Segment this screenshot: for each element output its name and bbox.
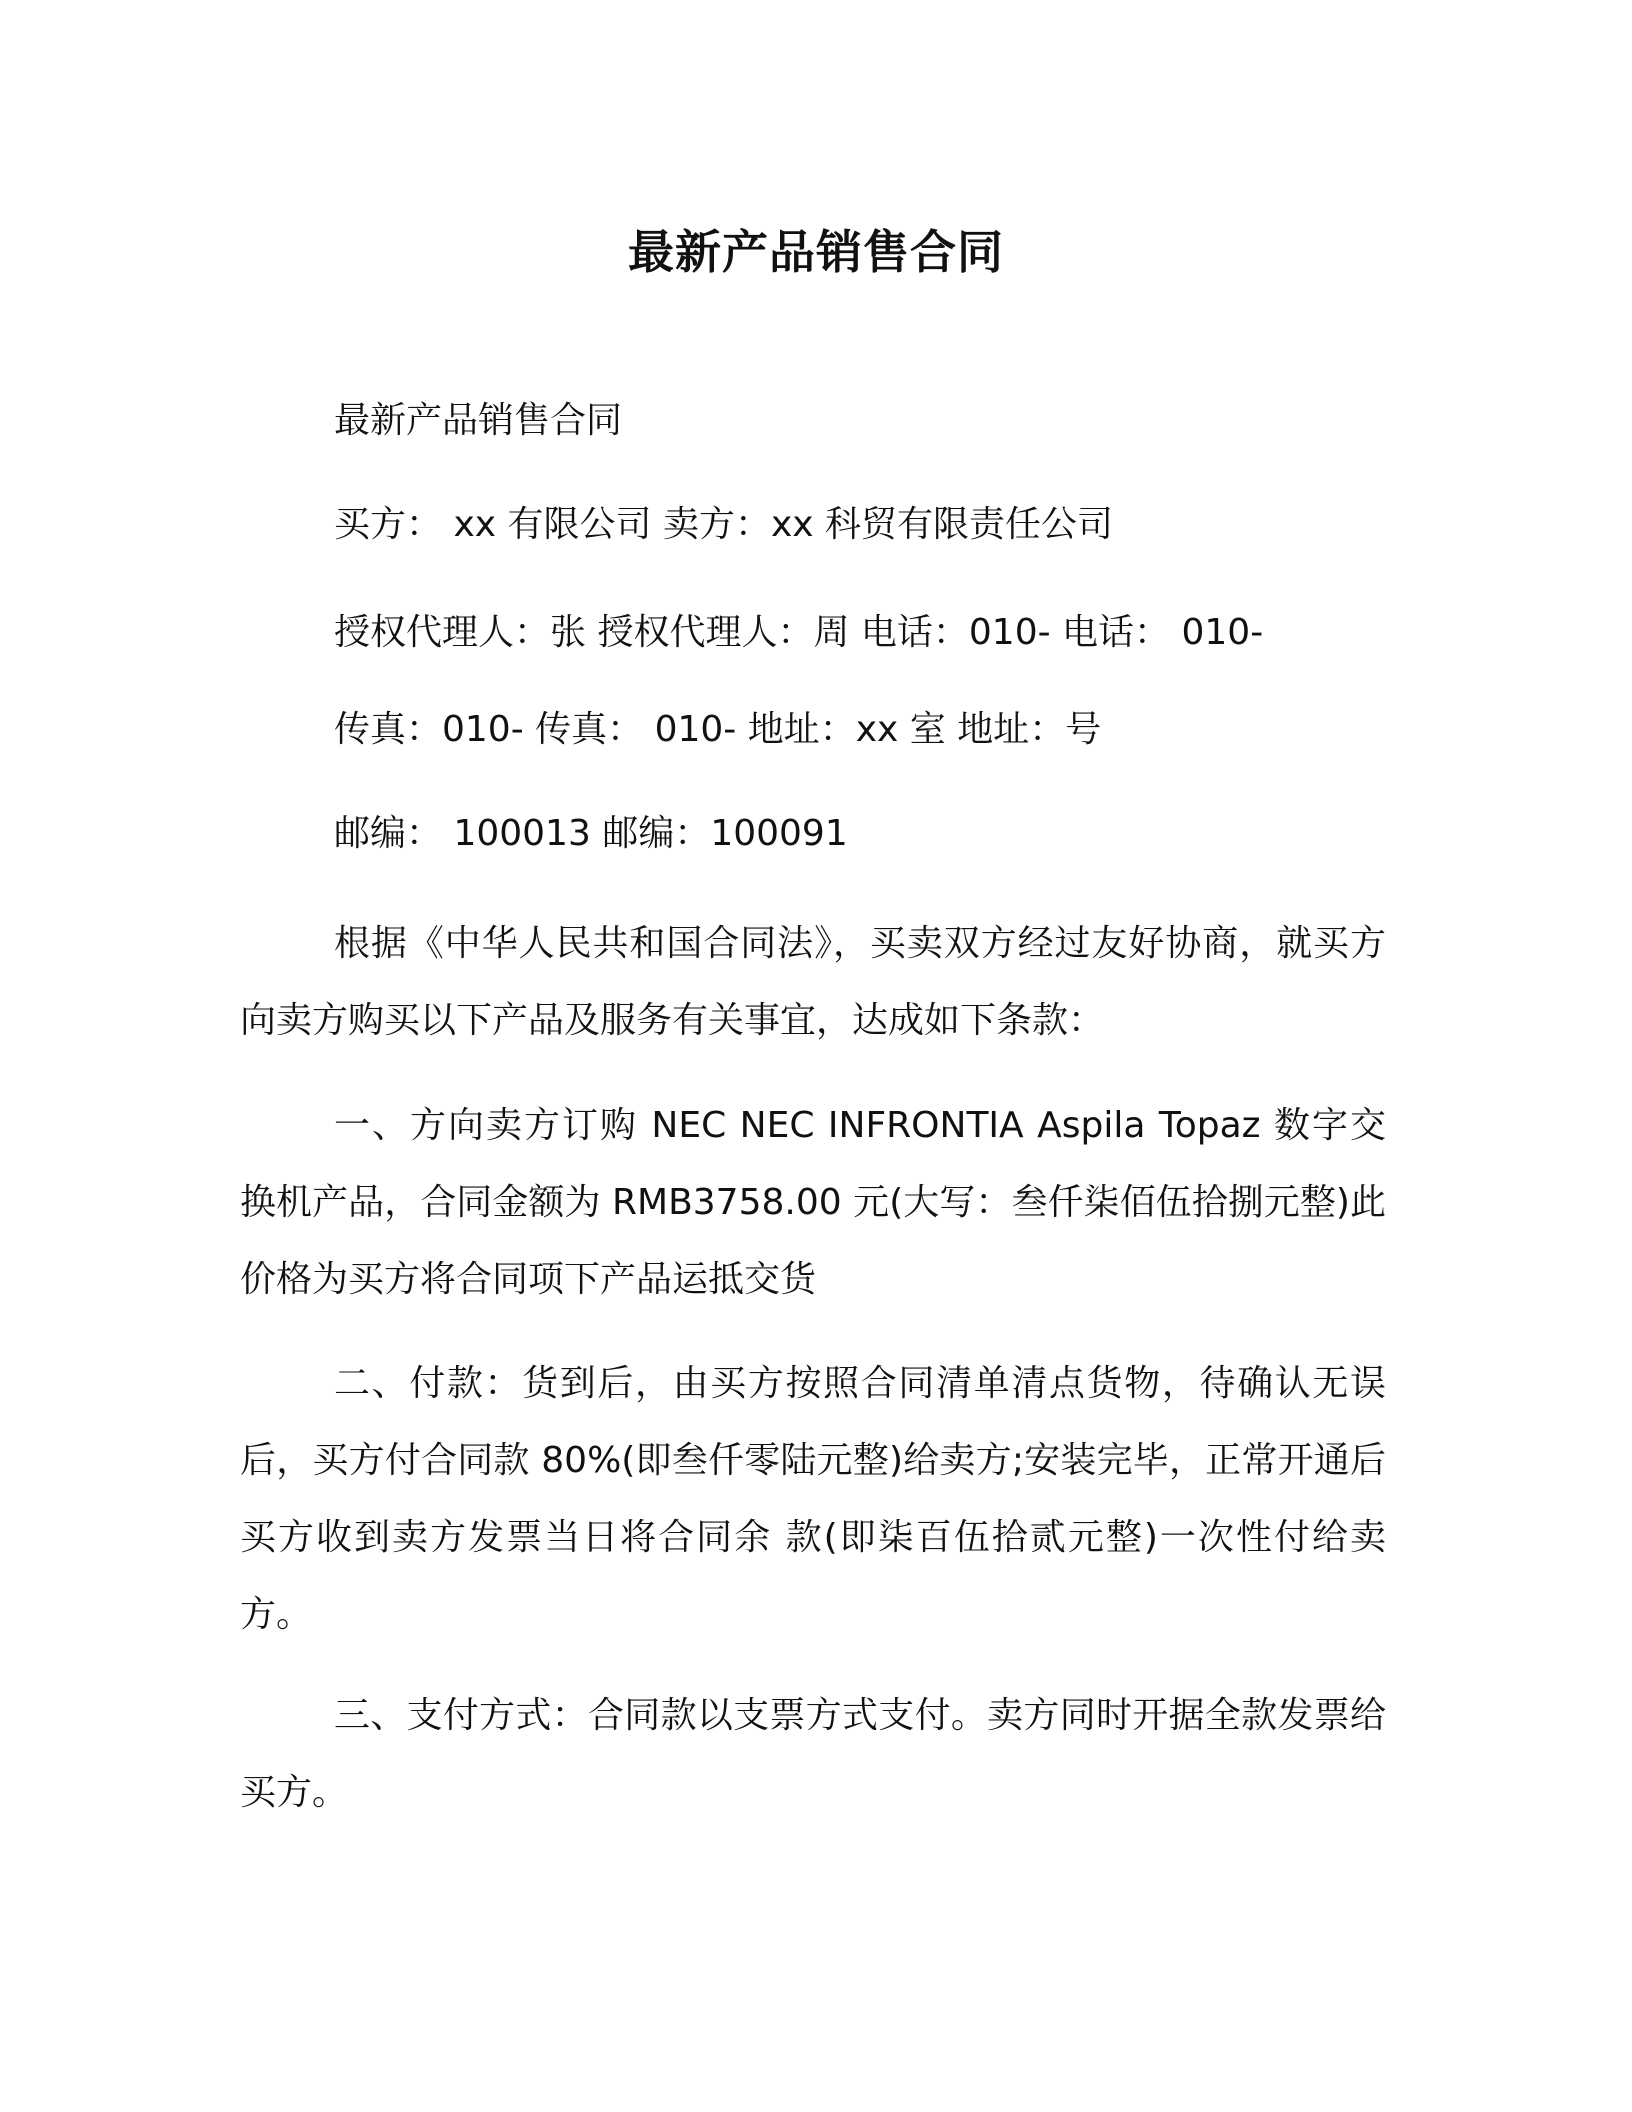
fax-address-line: 传真：010- 传真： 010- 地址：xx 室 地址：号 [334, 709, 1102, 750]
agents-phone-line: 授权代理人：张 授权代理人：周 电话：010- 电话： 010- [334, 612, 1264, 653]
clause-1-paragraph: 一、方向卖方订购 NEC NEC INFRONTIA Aspila Topaz 数字交换机产品，合同金额为 RMB3758.00 元(大写：叁仟柒佰伍拾捌元整)此价格为买方将合同项下产品运抵交货 [240, 1105, 1386, 1300]
postcode-line: 邮编： 100013 邮编：100091 [334, 813, 848, 854]
clause-3-paragraph: 三、支付方式：合同款以支票方式支付。卖方同时开据全款发票给买方。 [240, 1695, 1386, 1813]
document-title: 最新产品销售合同 [628, 225, 1004, 279]
document-subtitle: 最新产品销售合同 [334, 400, 623, 441]
parties-line: 买方： xx 有限公司 卖方：xx 科贸有限责任公司 [334, 504, 1113, 545]
clause-2-paragraph: 二、付款：货到后，由买方按照合同清单清点货物，待确认无误后，买方付合同款 80%(即叁仟零陆元整)给卖方;安装完毕，正常开通后买方收到卖方发票当日将合同余 款(即柒百伍拾贰元整)一次性付给卖方。 [240, 1363, 1386, 1635]
intro-paragraph: 根据《中华人民共和国合同法》，买卖双方经过友好协商，就买方向卖方购买以下产品及服务有关事宜，达成如下条款： [240, 923, 1386, 1041]
